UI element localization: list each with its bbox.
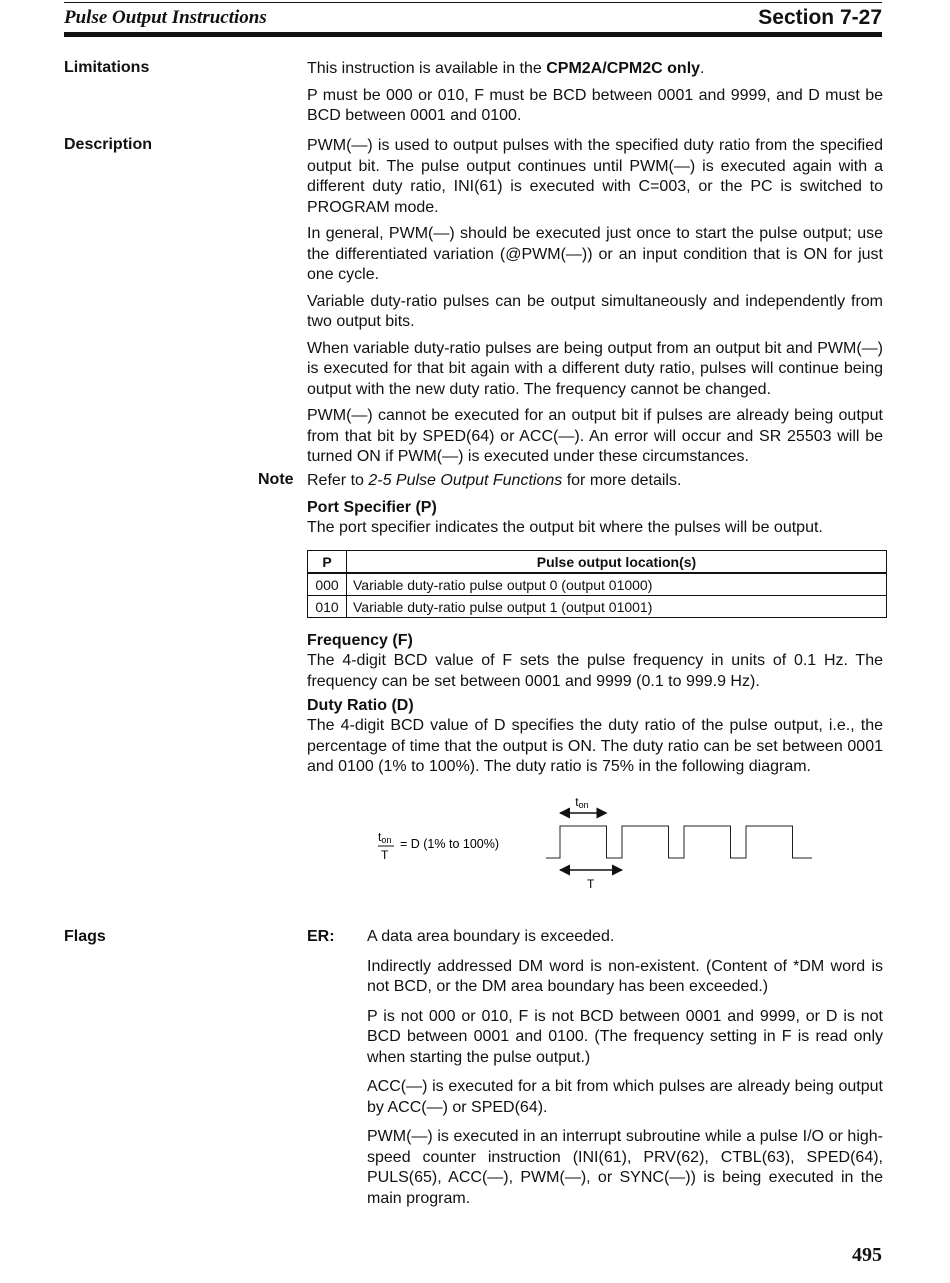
- note-reference: 2-5 Pulse Output Functions: [368, 472, 563, 489]
- flags-p5: PWM(—) is executed in an interrupt subroutine while a pulse I/O or high-speed counter instruction (INI(61), PRV(62), CTBL(63), SPED(64), PULS(65), ACC(—), PWM(—), or SYNC(—)) is being executed in the main program.: [367, 1128, 883, 1207]
- pulse-waveform: [546, 826, 812, 858]
- frequency-duty-body: [307, 631, 883, 778]
- limitations-p1-text: This instruction is available in the: [307, 60, 547, 77]
- note-pre: Refer to: [307, 472, 369, 489]
- er-flag-label: ER:: [307, 928, 335, 945]
- description-p5: PWM(—) cannot be executed for an output bit if pulses are already being output from that bit by SPED(64) or ACC(—). An error will occur and SR 25503 will be turned ON if PWM(—) is executed under these circumstances.: [307, 407, 883, 465]
- pulse-waveform-diagram: [370, 790, 820, 895]
- duty-heading: Duty Ratio (D): [307, 697, 414, 714]
- limitations-p1: [307, 59, 883, 80]
- table-row: [308, 596, 887, 618]
- port-table: [307, 550, 887, 618]
- duty-text: The 4-digit BCD value of D specifies the duty ratio of the pulse output, i.e., the percentage of time that the output is ON. The duty ratio can be set between 0001 and 0100 (1% to 100%). The duty ratio is 75% in the following diagram.: [307, 717, 883, 775]
- ton-label: ton: [575, 795, 589, 810]
- page-number: 495: [852, 1244, 882, 1266]
- note-text: [307, 471, 883, 492]
- description-label: Description: [64, 136, 153, 153]
- table-header-row: [308, 551, 887, 574]
- note-body: [307, 471, 883, 538]
- flags-p3: P is not 000 or 010, F is not BCD between 0001 and 9999, or D is not BCD between 0001 and 0100. (The frequency setting in F is read only when starting the pulse output.): [367, 1007, 883, 1066]
- table-cell-p: 010: [308, 596, 347, 618]
- limitations-p1-bold: CPM2A/CPM2C only: [546, 60, 701, 77]
- table-header-p: P: [308, 551, 347, 574]
- table-cell-location: Variable duty-ratio pulse output 1 (output 01001): [347, 596, 887, 618]
- table-cell-location: Variable duty-ratio pulse output 0 (output 01000): [347, 573, 887, 596]
- flags-p4: ACC(—) is executed for a bit from which pulses are already being output by ACC(—) or SPED(64).: [367, 1078, 883, 1116]
- limitations-body: [307, 59, 883, 127]
- fraction-denominator: T: [381, 848, 389, 862]
- table-cell-p: 000: [308, 573, 347, 596]
- limitations-p2: P must be 000 or 010, F must be BCD between 0001 and 9999, and D must be BCD between 0001 and 0100.: [307, 86, 883, 124]
- note-label: Note: [258, 471, 294, 488]
- frequency-heading: Frequency (F): [307, 632, 413, 649]
- table-row: [308, 573, 887, 596]
- flags-p2: Indirectly addressed DM word is non-existent. (Content of *DM word is not BCD, or the DM area boundary has been exceeded.): [367, 957, 883, 995]
- limitations-label: Limitations: [64, 59, 150, 76]
- flags-label: Flags: [64, 928, 106, 945]
- note-post: for more details.: [562, 472, 682, 489]
- port-text: The port specifier indicates the output bit where the pulses will be output.: [307, 518, 823, 536]
- flags-p1: A data area boundary is exceeded.: [367, 928, 615, 945]
- description-body: [307, 136, 883, 468]
- flags-body: [367, 927, 883, 1218]
- limitations-p1-end: .: [700, 60, 705, 77]
- port-heading: Port Specifier (P): [307, 498, 437, 516]
- header-section: Section 7-27: [758, 6, 882, 29]
- description-p2: In general, PWM(—) should be executed just once to start the pulse output; use the differentiated variation (@PWM(—)) or an input condition that is ON for just one cycle.: [307, 225, 883, 283]
- table-header-location: Pulse output location(s): [347, 551, 887, 574]
- fraction-numerator: ton: [378, 830, 392, 845]
- header-title: Pulse Output Instructions: [64, 7, 267, 28]
- description-p4: When variable duty-ratio pulses are being output from an output bit and PWM(—) is executed for that bit again with a different duty ratio, pulses will continue being output with the new duty ratio. The frequency cannot be changed.: [307, 339, 883, 398]
- description-p1: PWM(—) is used to output pulses with the specified duty ratio from the specified output bit. The pulse output continues until PWM(—) is executed again with a different duty ratio, INI(61) is executed with C=003, or the PC is switched to PROGRAM mode.: [307, 137, 883, 216]
- header-top-rule: [64, 2, 882, 3]
- description-p3: Variable duty-ratio pulses can be output simultaneously and independently from two output bits.: [307, 292, 883, 330]
- equation-text: = D (1% to 100%): [400, 837, 500, 851]
- frequency-text: The 4-digit BCD value of F sets the pulse frequency in units of 0.1 Hz. The frequency can be set between 0001 and 9999 (0.1 to 999.9 Hz).: [307, 652, 883, 690]
- period-label: T: [587, 877, 595, 891]
- page-header: [64, 6, 882, 37]
